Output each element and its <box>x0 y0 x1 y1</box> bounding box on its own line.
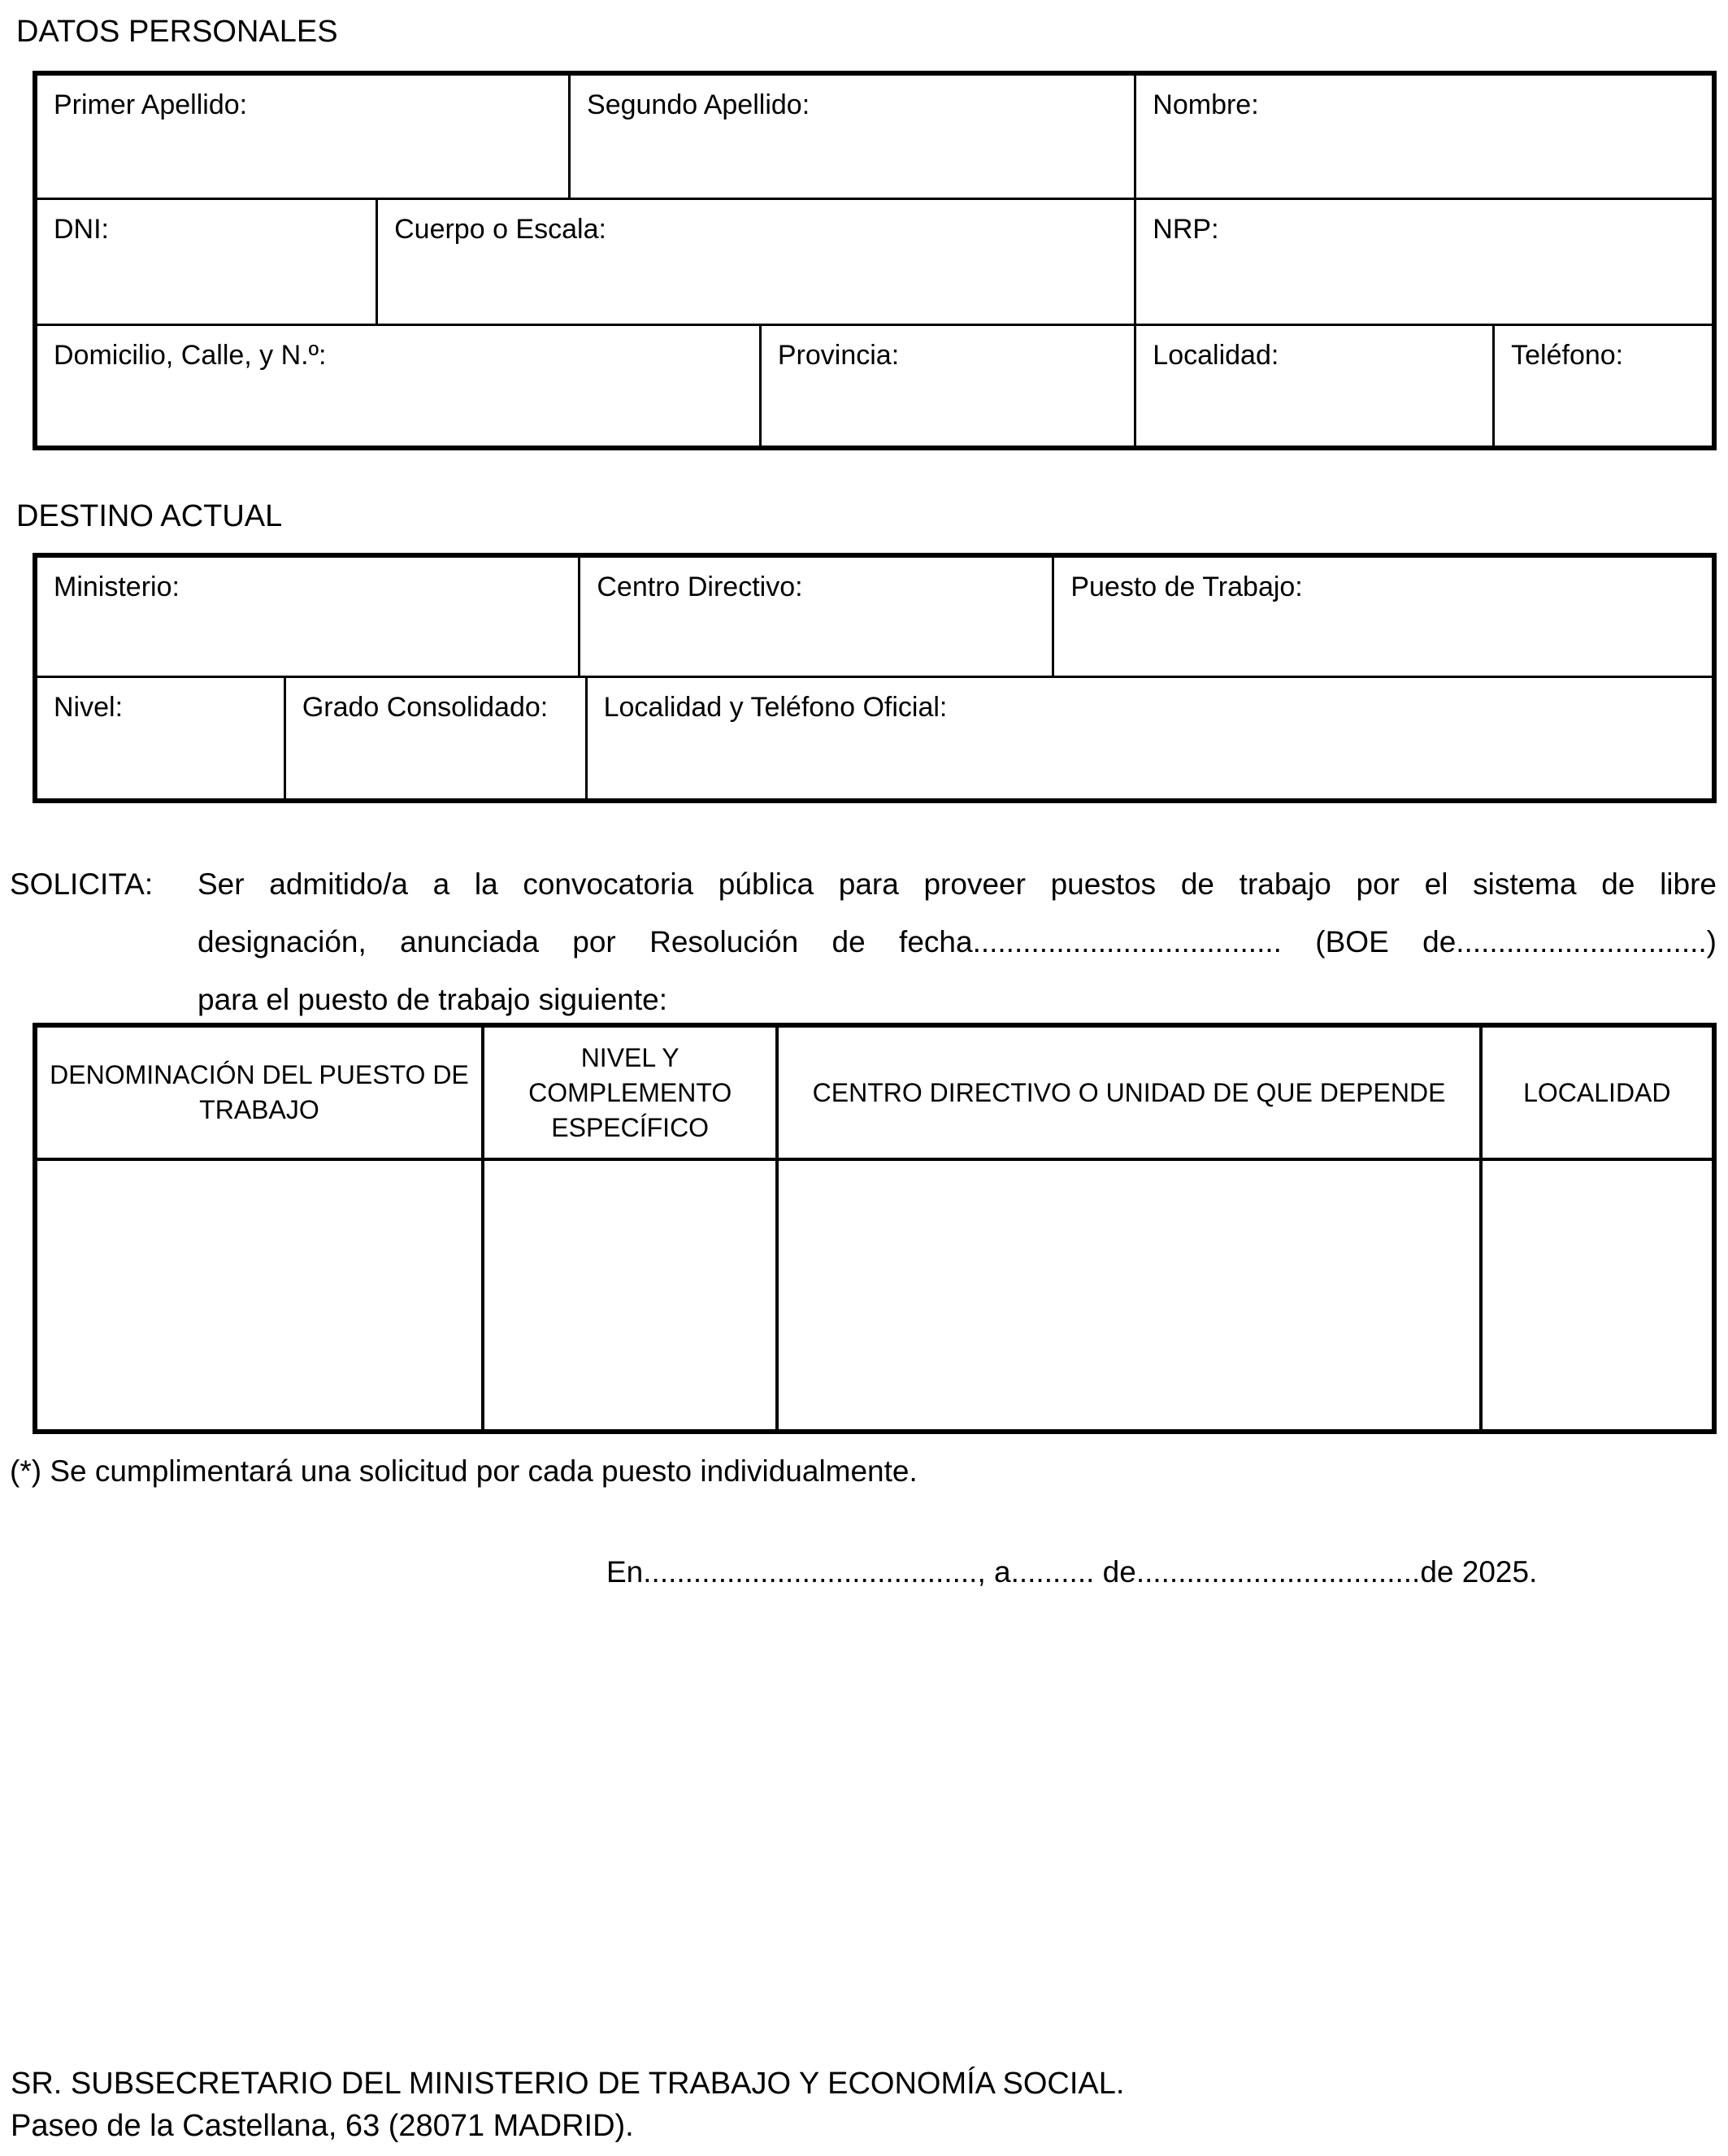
field-domicilio[interactable] <box>37 326 759 446</box>
field-centro-directivo[interactable] <box>578 558 1052 676</box>
col-header-nivel-complemento <box>481 1028 776 1158</box>
col-header-denominacion-puesto <box>37 1028 481 1158</box>
segundo-apellido-label: Segundo Apellido: <box>587 89 810 120</box>
field-provincia[interactable] <box>759 326 1134 446</box>
localidad-label: Localidad: <box>1153 340 1279 371</box>
ministerio-label: Ministerio: <box>54 572 180 602</box>
domicilio-label: Domicilio, Calle, y N.º: <box>54 340 327 371</box>
input-cell-nivel-complemento[interactable] <box>481 1161 776 1429</box>
footnote-single-request: (*) Se cumplimentará una solicitud por cada puesto individualmente. <box>10 1454 918 1488</box>
table-row <box>37 558 1712 676</box>
field-localidad[interactable] <box>1134 326 1492 446</box>
field-nivel[interactable] <box>37 678 284 798</box>
table-row <box>37 198 1712 324</box>
input-cell-denominacion-puesto[interactable] <box>37 1161 481 1429</box>
field-ministerio[interactable] <box>37 558 578 676</box>
grado-consolidado-label: Grado Consolidado: <box>302 692 549 723</box>
col-header-label: LOCALIDAD <box>1523 1077 1671 1107</box>
table-row <box>37 76 1712 198</box>
centro-directivo-label: Centro Directivo: <box>597 572 803 602</box>
solicita-label: SOLICITA: <box>10 867 154 901</box>
addressee-address-line: Paseo de la Castellana, 63 (28071 MADRID). <box>11 2109 634 2143</box>
solicita-line-2: designación, anunciada por Resolución de fecha..................................... (BOE de..............................) <box>198 925 1717 958</box>
field-dni[interactable] <box>37 200 376 324</box>
puesto-trabajo-label: Puesto de Trabajo: <box>1070 572 1303 602</box>
field-telefono[interactable] <box>1492 326 1712 446</box>
col-header-label: CENTRO DIRECTIVO O UNIDAD DE QUE DEPENDE <box>812 1077 1446 1107</box>
field-localidad-telefono-oficial[interactable] <box>585 678 1712 798</box>
puestos-body-row <box>37 1158 1712 1429</box>
col-header-label: NIVEL Y COMPLEMENTO ESPECÍFICO <box>528 1042 732 1142</box>
primer-apellido-label: Primer Apellido: <box>54 89 248 120</box>
table-row <box>37 324 1712 446</box>
input-cell-localidad[interactable] <box>1479 1161 1712 1429</box>
cuerpo-escala-label: Cuerpo o Escala: <box>394 214 606 245</box>
field-primer-apellido[interactable] <box>37 76 568 198</box>
field-nrp[interactable] <box>1134 200 1712 324</box>
localidad-telefono-oficial-label: Localidad y Teléfono Oficial: <box>603 692 948 723</box>
addressee-line: SR. SUBSECRETARIO DEL MINISTERIO DE TRABAJO Y ECONOMÍA SOCIAL. <box>11 2067 1125 2101</box>
solicita-line-3: para el puesto de trabajo siguiente: <box>198 983 668 1016</box>
input-cell-centro-directivo[interactable] <box>775 1161 1478 1429</box>
field-segundo-apellido[interactable] <box>568 76 1134 198</box>
col-header-label: DENOMINACIÓN DEL PUESTO DE TRABAJO <box>50 1060 469 1124</box>
section-title-datos-personales: DATOS PERSONALES <box>16 15 338 49</box>
date-signature-line: En........................................, a.......... de..................................de 2025. <box>606 1555 1538 1589</box>
col-header-centro-directivo <box>775 1028 1478 1158</box>
dni-label: DNI: <box>54 214 109 245</box>
solicita-paragraph <box>198 855 1717 1028</box>
nivel-label: Nivel: <box>54 692 124 723</box>
nombre-label: Nombre: <box>1153 89 1259 120</box>
puestos-header-row <box>37 1028 1712 1158</box>
section-title-destino-actual: DESTINO ACTUAL <box>16 499 283 533</box>
field-puesto-trabajo[interactable] <box>1052 558 1712 676</box>
field-cuerpo-escala[interactable] <box>376 200 1134 324</box>
solicita-section <box>10 855 1717 1028</box>
provincia-label: Provincia: <box>777 340 900 371</box>
puestos-table <box>33 1023 1717 1434</box>
telefono-label: Teléfono: <box>1511 340 1624 371</box>
field-grado-consolidado[interactable] <box>284 678 585 798</box>
destino-actual-table <box>33 553 1717 803</box>
nrp-label: NRP: <box>1153 214 1219 245</box>
col-header-localidad <box>1479 1028 1712 1158</box>
solicita-line-1: Ser admitido/a a la convocatoria pública para proveer puestos de trabajo por el sistema de libre <box>198 867 1717 901</box>
datos-personales-table <box>33 71 1717 450</box>
field-nombre[interactable] <box>1134 76 1712 198</box>
table-row <box>37 676 1712 798</box>
